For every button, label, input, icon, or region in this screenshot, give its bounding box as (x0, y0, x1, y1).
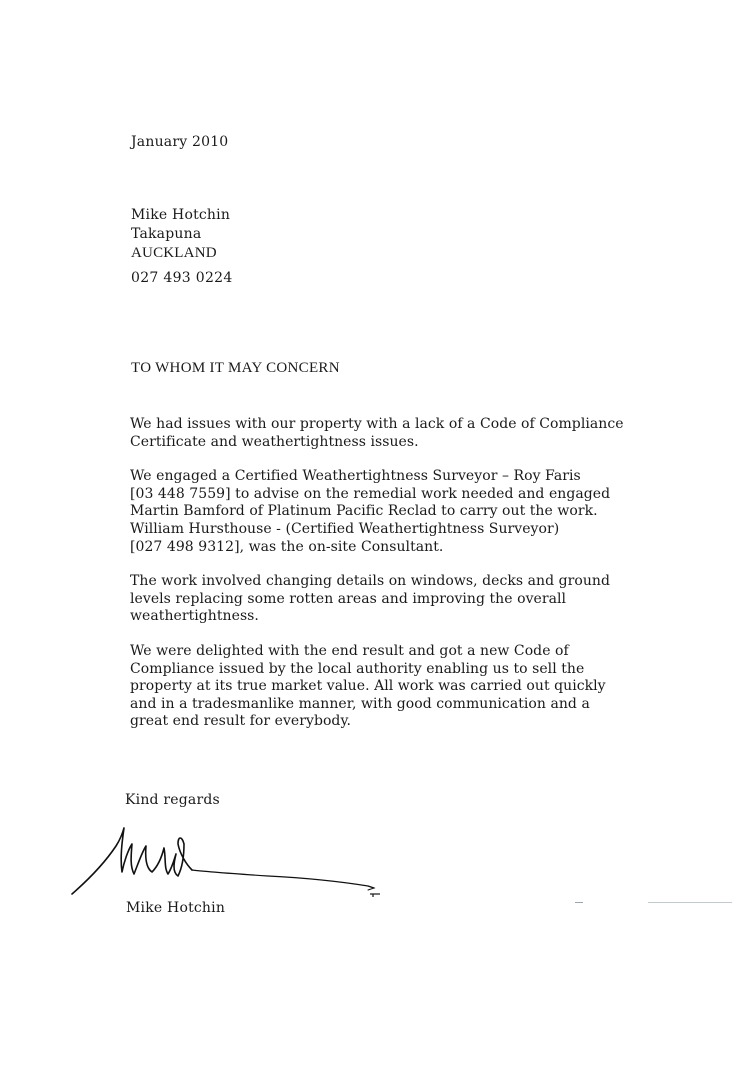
sender-city: AUCKLAND (131, 245, 217, 261)
scan-artifact (648, 902, 732, 903)
salutation: TO WHOM IT MAY CONCERN (131, 360, 340, 376)
body-line: Martin Bamford of Platinum Pacific Reclad to carry out the work. (130, 503, 598, 520)
body-line: Compliance issued by the local authority enabling us to sell the (130, 660, 585, 677)
body-line: The work involved changing details on windows, decks and ground (130, 573, 610, 590)
sender-address (131, 206, 230, 263)
body-line: great end result for everybody. (130, 713, 352, 730)
closing: Kind regards (125, 792, 220, 808)
scan-artifact (575, 902, 583, 903)
body-line: We engaged a Certified Weathertightness Surveyor – Roy Faris (130, 468, 581, 485)
body-line: levels replacing some rotten areas and improving the overall (130, 590, 567, 607)
body-line: [03 448 7559] to advise on the remedial work needed and engaged (130, 485, 611, 502)
body-line: Certificate and weathertightness issues. (130, 433, 419, 450)
letter-date: January 2010 (131, 134, 229, 150)
body-line: William Hursthouse - (Certified Weathertightness Surveyor) (130, 520, 560, 537)
sender-phone: 027 493 0224 (131, 270, 233, 286)
paragraph-3 (130, 573, 630, 626)
body-line: weathertightness. (130, 608, 259, 625)
body-line: and in a tradesmanlike manner, with good communication and a (130, 695, 590, 712)
handwritten-signature (68, 822, 388, 902)
body-line: We had issues with our property with a lack of a Code of Compliance (130, 416, 624, 432)
body-line: [027 498 9312], was the on-site Consultant. (130, 538, 444, 555)
paragraph-1 (130, 416, 630, 451)
paragraph-2 (130, 468, 630, 556)
sender-suburb: Takapuna (131, 226, 202, 242)
letter-body (130, 416, 630, 748)
paragraph-4 (130, 643, 630, 731)
body-line: We were delighted with the end result and got a new Code of (130, 642, 569, 659)
body-line: property at its true market value. All work was carried out quickly (130, 678, 606, 695)
signer-name: Mike Hotchin (126, 900, 226, 916)
sender-name: Mike Hotchin (131, 207, 231, 223)
